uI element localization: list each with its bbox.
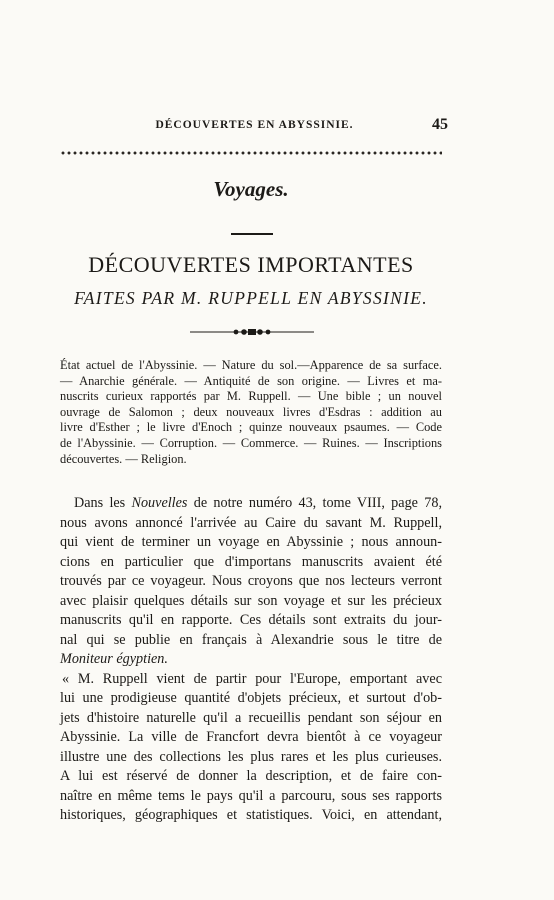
chapter-summary [60,358,442,467]
paragraph-2-line: historiques, géographiques et statistiques. Voici, en attendant, [60,807,442,823]
article-body [60,494,442,826]
paragraph-2-line: A lui est réservé de donner la description, et de faire con- [60,768,442,784]
summary-line: de l'Abyssinie. — Corruption. — Commerce. — Ruines. — Inscriptions [60,435,442,450]
running-head: DÉCOUVERTES EN ABYSSINIE. [155,119,354,131]
summary-line: — Anarchie générale. — Antiquité de son origine. — Livres et ma- [60,373,442,388]
paragraph-1-line: nal qui se publie en français à Alexandrie sous le titre de [60,631,442,648]
paragraph-1-line: trouvés par ce voyageur. Nous croyons que nos lecteurs verront [60,573,442,589]
paragraph-1-line: cions en particulier que d'importans manuscrits avaient été [60,553,442,570]
paragraph-1-line: manuscrits qu'il en rapporte. Ces détails sont extraits du jour- [60,612,442,628]
text-run: Dans les [74,495,132,511]
paragraph-2-line: lui une prodigieuse quantité d'objets précieux, et surtout d'ob- [60,690,442,706]
summary-line: ouvrage de Salomon ; deux nouveaux livres d'Esdras : addition au [60,404,442,419]
ornamental-rule [60,150,442,157]
summary-line: État actuel de l'Abyssinie. — Nature du sol.—Apparence de sa surface. [60,358,442,372]
article-headline: DÉCOUVERTES IMPORTANTES [88,252,414,277]
page-number: 45 [432,116,448,133]
text-run: de notre numéro 43, tome VIII, page 78, [187,495,442,511]
paragraph-1-line: qui vient de terminer un voyage en Abyssinie ; nous announ- [60,534,442,550]
paragraph-1-line: avec plaisir quelques détails sur son voyage et sur les précieux [60,592,442,609]
newspaper-title-line: Moniteur égyptien. [60,651,168,667]
section-title: Voyages. [213,177,289,201]
paragraph-2-line: jets d'histoire naturelle qu'il a recueillis pendant son séjour en [60,709,442,726]
paragraph-2-line: « M. Ruppell vient de partir pour l'Europe, emportant avec [62,670,442,687]
paragraph-2-line: Abyssinie. La ville de Francfort devra bientôt à ce voyageur [60,729,442,745]
newspaper-title: Nouvelles [131,495,188,511]
decorative-divider [190,328,314,336]
paragraph-1-line [60,494,442,514]
paragraph-2-line: illustre une des collections les plus rares et les plus curieuses. [60,748,442,765]
paragraph-2-line: naître en même tems le pays qu'il a parcouru, sous ses rapports [60,787,442,804]
article-subheadline: FAITES PAR M. RUPPELL EN ABYSSINIE. [74,288,428,308]
paragraph-1-line: nous avons annoncé l'arrivée au Caire du savant M. Ruppell, [60,514,442,531]
title-underline-rule [231,233,273,235]
summary-line: découvertes. — Religion. [60,451,187,466]
summary-line: livre d'Esther ; le livre d'Enoch ; quinze nouveaux psaumes. — Code [60,420,442,435]
summary-line: nuscrits curieux rapportés par M. Ruppell. — Une bible ; un nouvel [60,389,442,404]
